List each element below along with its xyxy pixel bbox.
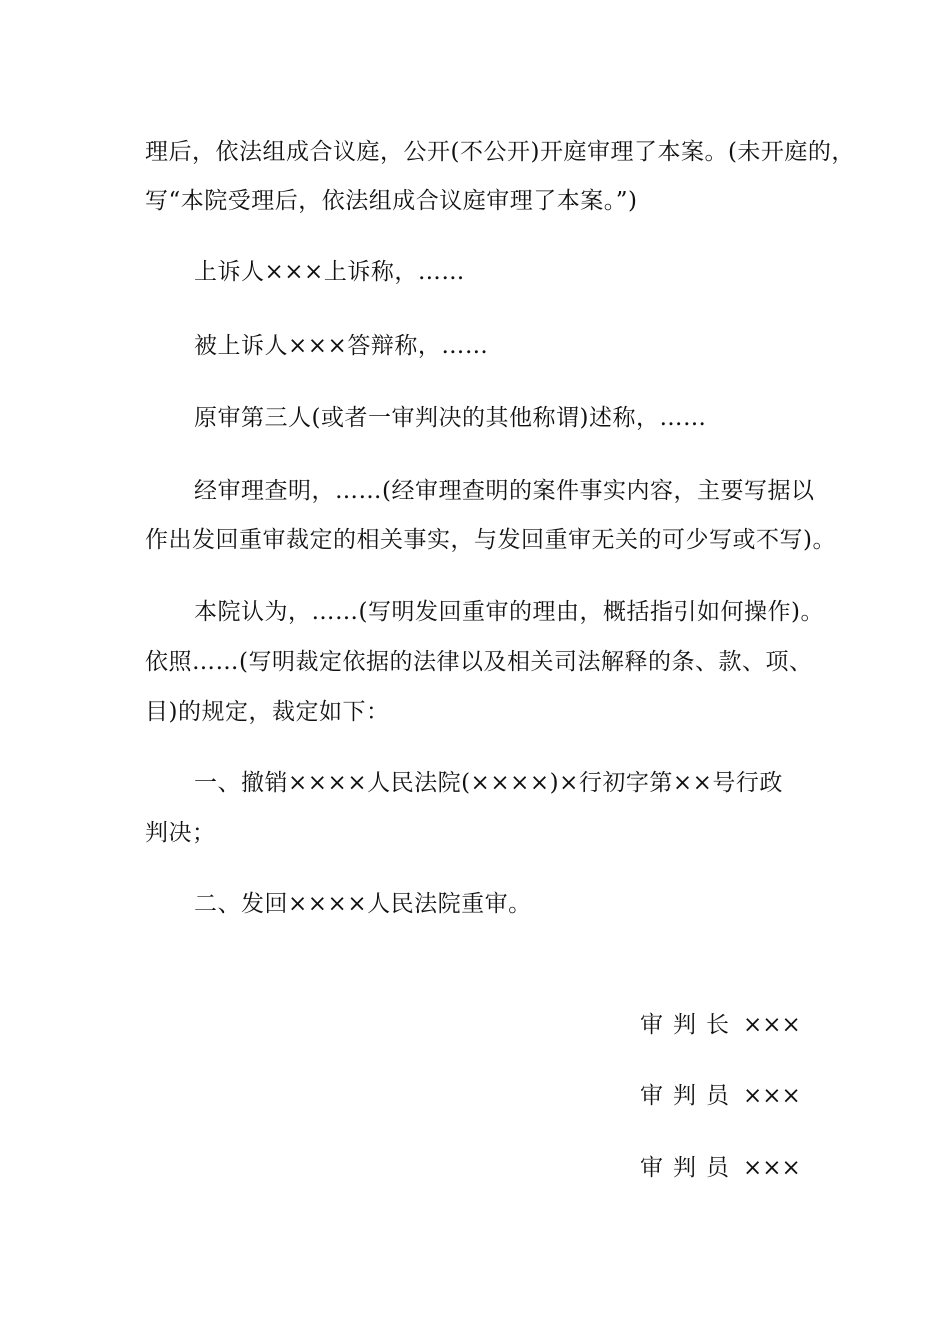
signature-role: 审判员	[640, 1155, 739, 1181]
appellant-statement: 上诉人×××上诉称，……	[194, 259, 465, 285]
signature-role: 审判员	[640, 1083, 739, 1109]
ruling-item-1: 一、撤销××××人民法院(××××)×行初字第××号行政	[194, 770, 783, 796]
ruling-item-1-cont: 判决；	[145, 820, 216, 846]
signature-judge	[640, 1081, 801, 1111]
appellee-statement: 被上诉人×××答辩称，……	[194, 333, 489, 359]
signature-name: ×××	[743, 1012, 801, 1038]
text-line: 理后，依法组成合议庭，公开(不公开)开庭审理了本案。(未开庭的，	[145, 139, 855, 165]
court-opinion-line: 目)的规定，裁定如下：	[145, 699, 390, 725]
signature-presiding-judge	[640, 1010, 801, 1040]
signature-role: 审判长	[640, 1012, 739, 1038]
signature-name: ×××	[743, 1083, 801, 1109]
ruling-item-2: 二、发回××××人民法院重审。	[194, 891, 532, 917]
court-opinion-line: 本院认为，……(写明发回重审的理由，概括指引如何操作)。	[194, 599, 824, 625]
signature-judge	[640, 1153, 801, 1183]
signature-name: ×××	[743, 1155, 801, 1181]
text-line: 写“本院受理后，依法组成合议庭审理了本案。”)	[145, 188, 638, 214]
court-opinion-line: 依照……(写明裁定依据的法律以及相关司法解释的条、款、项、	[145, 649, 813, 675]
facts-paragraph-line: 作出发回重审裁定的相关事实，与发回重审无关的可少写或不写)。	[145, 527, 836, 553]
third-party-statement: 原审第三人(或者一审判决的其他称谓)述称，……	[194, 405, 707, 431]
facts-paragraph-line: 经审理查明，……(经审理查明的案件事实内容，主要写据以	[194, 478, 815, 504]
